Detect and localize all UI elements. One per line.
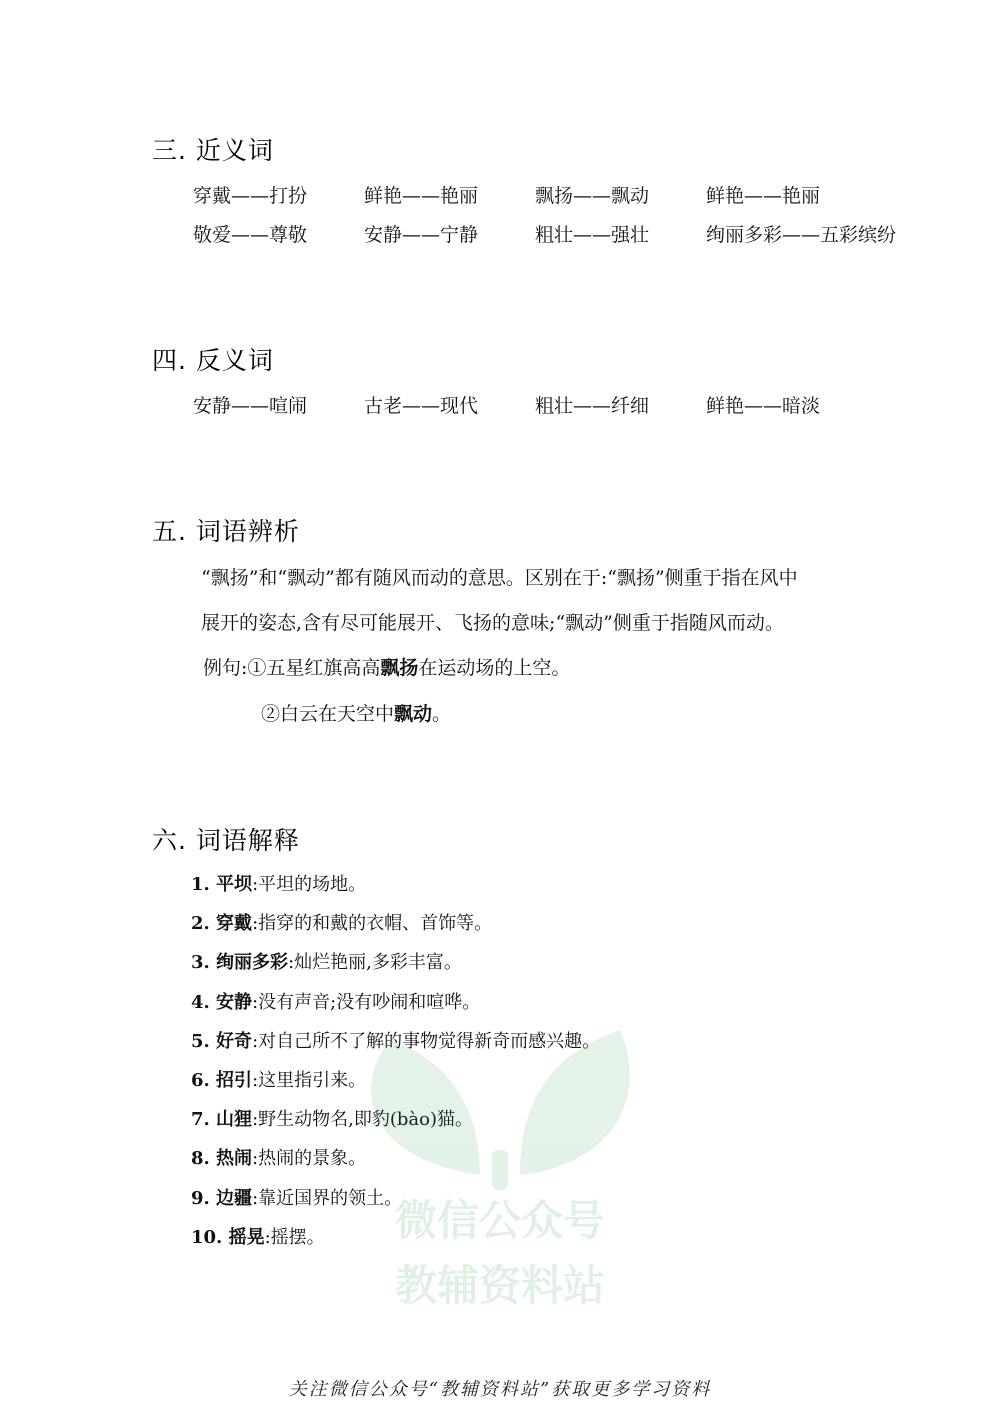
page-footer: 关注微信公众号“教辅资料站”获取更多学习资料 xyxy=(288,1379,712,1400)
section-title-synonyms: 三. 近义词 xyxy=(152,136,274,165)
definition-text: :灿烂艳丽,多彩丰富。 xyxy=(288,952,462,974)
watermark-logo xyxy=(330,1000,670,1320)
definition-item xyxy=(191,909,600,948)
antonym-pair: 鲜艳——暗淡 xyxy=(706,395,821,417)
example-text: 例句:①五星红旗高高 xyxy=(203,657,381,679)
stem-icon xyxy=(492,1150,508,1190)
definition-term: 8. 热闹 xyxy=(191,1148,253,1170)
synonym-pair: 飘扬——飘动 xyxy=(535,185,650,207)
definition-text: :平坦的场地。 xyxy=(252,874,367,895)
synonym-pair: 安静——宁静 xyxy=(364,224,479,246)
leaf-right-icon xyxy=(520,1030,630,1175)
synonym-row xyxy=(193,181,953,220)
analysis-paragraph-line: “飘扬”和“飘动”都有随风而动的意思。区别在于:“飘扬”侧重于指在风中 xyxy=(201,567,798,589)
section-title-definitions: 六. 词语解释 xyxy=(152,826,300,855)
watermark-line-1: 微信公众号 xyxy=(394,1196,606,1245)
definition-text: :热闹的景象。 xyxy=(252,1148,367,1170)
definition-term: 1. 平坝 xyxy=(191,874,253,895)
definition-term: 2. 穿戴 xyxy=(191,913,253,935)
antonym-list xyxy=(193,391,953,430)
definition-text: :野生动物名,即豹(bào)猫。 xyxy=(252,1109,473,1131)
definition-term: 7. 山狸 xyxy=(191,1109,253,1131)
example-text: ②白云在天空中 xyxy=(261,703,395,725)
synonym-pair: 粗壮——强壮 xyxy=(535,224,650,246)
example-sentence-2 xyxy=(261,699,451,726)
example-sentence-1 xyxy=(203,653,570,680)
synonym-pair: 敬爱——尊敬 xyxy=(193,224,308,246)
antonym-pair: 古老——现代 xyxy=(364,395,479,417)
definition-text: :摇摆。 xyxy=(264,1226,325,1248)
definition-term: 3. 绚丽多彩 xyxy=(191,952,289,974)
synonym-pair: 鲜艳——艳丽 xyxy=(706,185,821,207)
definition-term: 6. 招引 xyxy=(191,1069,253,1091)
synonym-row xyxy=(193,220,953,259)
example-keyword: 飘扬 xyxy=(380,657,419,679)
definition-item xyxy=(191,948,600,987)
definition-term: 9. 边疆 xyxy=(191,1187,253,1209)
definition-text: :这里指引来。 xyxy=(252,1069,367,1091)
leaf-left-icon xyxy=(371,1040,480,1175)
definition-term: 5. 好奇 xyxy=(191,1030,253,1052)
synonym-pair: 鲜艳——艳丽 xyxy=(364,185,479,207)
antonym-row xyxy=(193,391,953,430)
synonym-pair: 穿戴——打扮 xyxy=(193,185,308,207)
example-keyword: 飘动 xyxy=(394,703,433,725)
definition-text: :指穿的和戴的衣帽、首饰等。 xyxy=(252,913,493,935)
definition-term: 10. 摇晃 xyxy=(191,1226,265,1248)
synonym-pair: 绚丽多彩——五彩缤纷 xyxy=(706,224,897,246)
example-text: 。 xyxy=(432,703,452,725)
synonym-list xyxy=(193,181,953,259)
analysis-paragraph-line: 展开的姿态,含有尽可能展开、飞扬的意味;“飘动”侧重于指随风而动。 xyxy=(201,612,784,634)
definition-text: :对自己所不了解的事物觉得新奇而感兴趣。 xyxy=(252,1030,601,1052)
definition-text: :没有声音;没有吵闹和喧哗。 xyxy=(252,991,481,1013)
example-text: 在运动场的上空。 xyxy=(418,657,571,679)
antonym-pair: 粗壮——纤细 xyxy=(535,395,650,417)
section-title-analysis: 五. 词语辨析 xyxy=(152,517,300,546)
definition-term: 4. 安静 xyxy=(191,991,253,1013)
antonym-pair: 安静——喧闹 xyxy=(193,395,308,417)
watermark-line-2: 教辅资料站 xyxy=(394,1261,606,1310)
section-title-antonyms: 四. 反义词 xyxy=(152,346,274,375)
definition-item xyxy=(191,870,600,909)
definition-text: :靠近国界的领土。 xyxy=(252,1187,403,1209)
